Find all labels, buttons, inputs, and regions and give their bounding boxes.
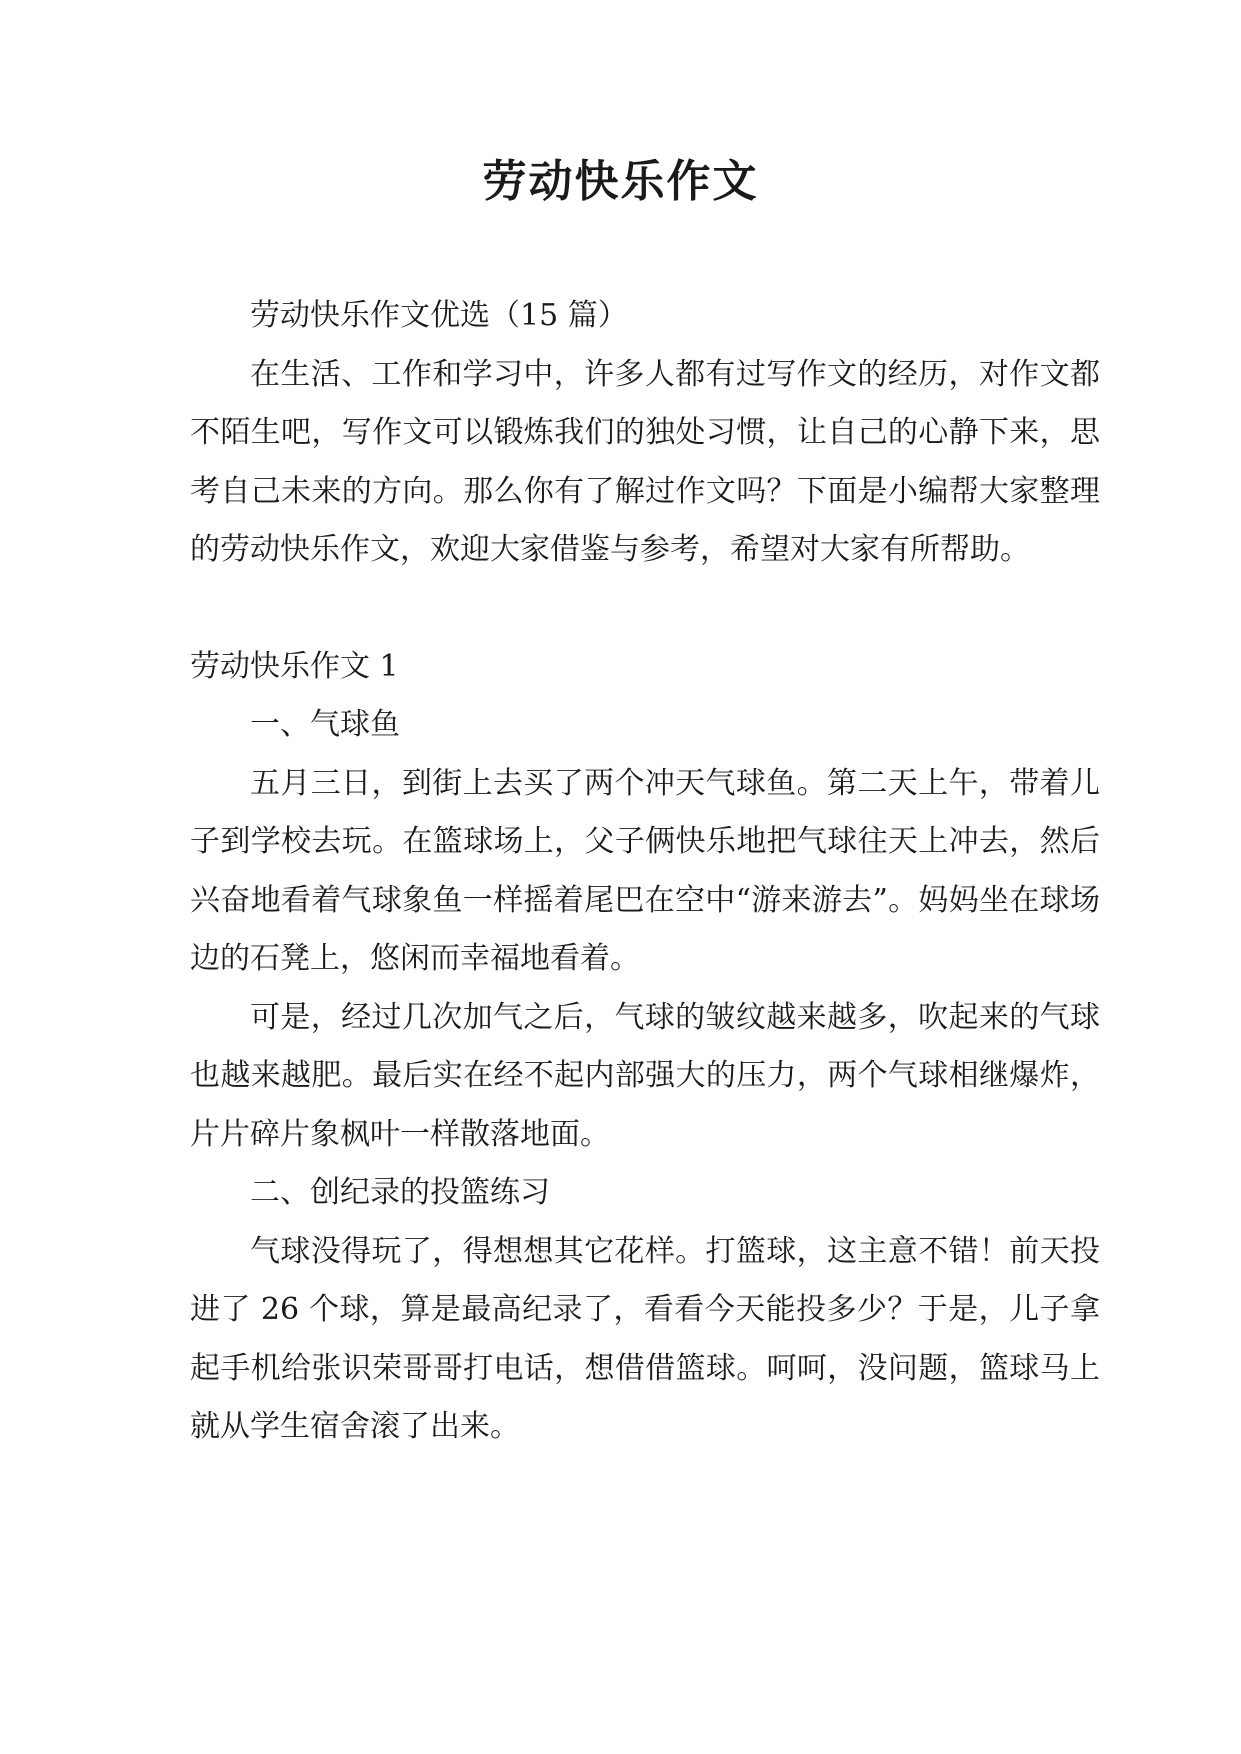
section2-paragraph-1: 气球没得玩了，得想想其它花样。打篮球，这主意不错！前天投进了 26 个球，算是最高纪录了，看看今天能投多少？于是，儿子拿起手机给张识荣哥哥打电话，想借借篮球。呵呵，没问题，篮球马上就从学生宿舍滚了出来。 <box>190 1233 1100 1444</box>
document-subtitle: 劳动快乐作文优选（15 篇） <box>250 298 628 333</box>
intro-paragraph: 在生活、工作和学习中，许多人都有过写作文的经历，对作文都不陌生吧，写作文可以锻炼我们的独处习惯，让自己的心静下来，思考自己未来的方向。那么你有了解过作文吗？下面是小编帮大家整理的劳动快乐作文，欢迎大家借鉴与参考，希望对大家有所帮助。 <box>190 356 1100 567</box>
paragraph-gap <box>190 580 1100 638</box>
section1-paragraph-1: 五月三日，到街上去买了两个冲天气球鱼。第二天上午，带着儿子到学校去玩。在篮球场上，父子俩快乐地把气球往天上冲去，然后兴奋地看着气球象鱼一样摇着尾巴在空中“游来游去”。妈妈坐在球场边的石凳上，悠闲而幸福地看着。 <box>190 765 1100 976</box>
document-title: 劳动快乐作文 <box>482 156 759 207</box>
section-heading-basketball: 二、创纪录的投篮练习 <box>250 1175 550 1210</box>
document-body <box>190 287 1100 1457</box>
section-heading-balloon-fish: 一、气球鱼 <box>250 707 400 742</box>
section1-paragraph-2: 可是，经过几次加气之后，气球的皱纹越来越多，吹起来的气球也越来越肥。最后实在经不起内部强大的压力，两个气球相继爆炸，片片碎片象枫叶一样散落地面。 <box>190 999 1100 1152</box>
essay-title: 劳动快乐作文 1 <box>190 648 399 684</box>
